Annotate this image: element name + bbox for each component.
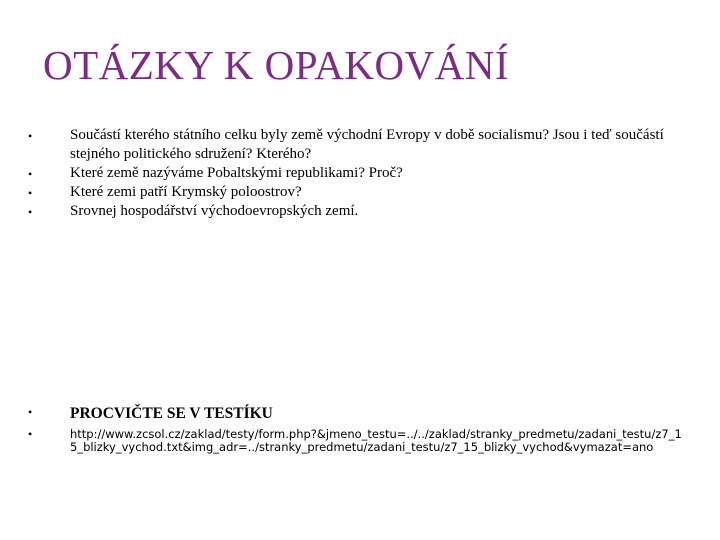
practice-test-link[interactable]: http://www.zcsol.cz/zaklad/testy/form.php?&jmeno_testu=../../zaklad/stranky_predmetu/zadani_testu/z7_15_blizky_vychod.txt&img_adr=../stranky_predmetu/zadani_testu/z7_15_blizky_vychod&vymazat=ano: [70, 427, 682, 454]
practice-heading: PROCVIČTE SE V TESTÍKU: [70, 405, 273, 422]
bullet-icon: •: [28, 205, 33, 219]
practice-list: [28, 404, 688, 454]
question-text: Srovnej hospodářství východoevropských zemí.: [70, 203, 359, 219]
question-text: Které země nazýváme Pobaltskými republikami? Proč?: [70, 165, 403, 181]
list-item: [28, 164, 688, 183]
list-item: [28, 428, 688, 454]
bullet-icon: •: [28, 167, 33, 181]
bullet-icon: •: [28, 427, 33, 441]
list-item: [28, 202, 688, 221]
list-item: [28, 183, 688, 202]
list-item: [28, 404, 688, 423]
question-text: Které zemi patří Krymský poloostrov?: [70, 184, 302, 200]
page-title: OTÁZKY K OPAKOVÁNÍ: [43, 42, 510, 88]
question-text: Součástí kterého státního celku byly země východní Evropy v době socialismu? Jsou i teď součástí stejného politického sdružení? Kterého?: [70, 127, 664, 162]
bullet-icon: •: [28, 129, 33, 143]
question-list: [28, 126, 688, 221]
bullet-icon: •: [28, 405, 33, 419]
bullet-icon: •: [28, 186, 33, 200]
list-item: [28, 126, 688, 164]
